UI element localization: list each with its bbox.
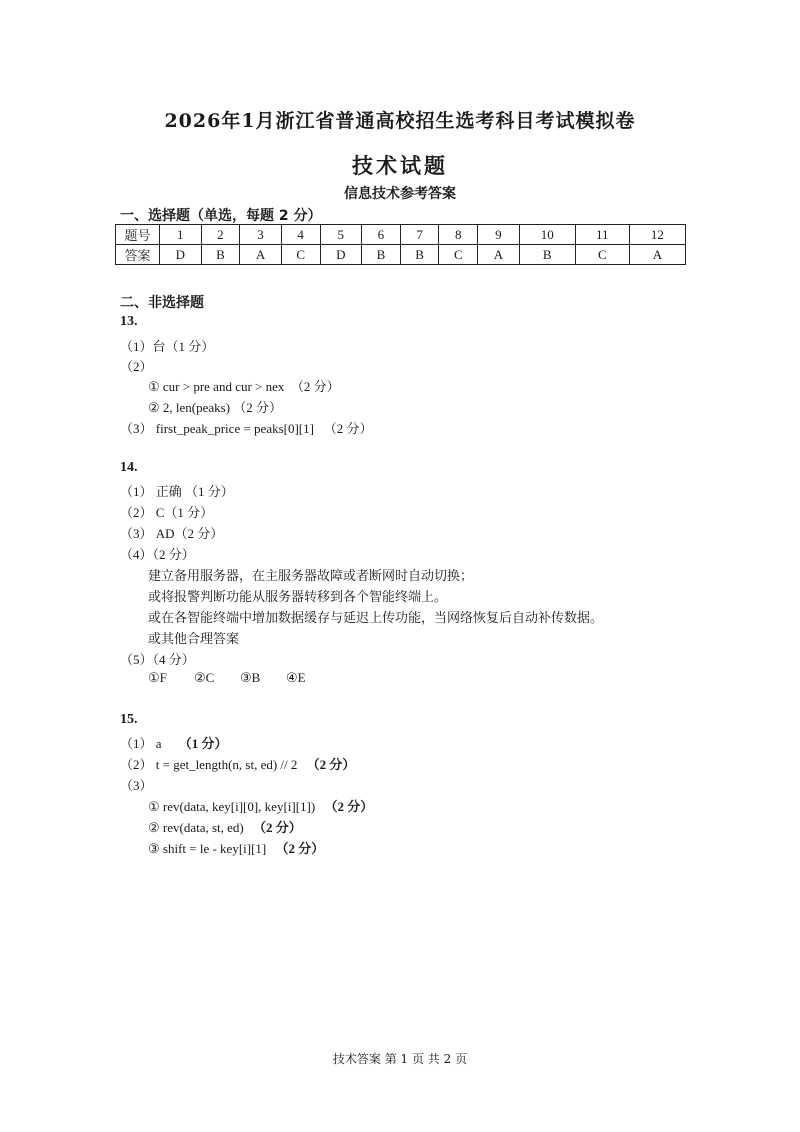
table-cell: A <box>478 245 520 265</box>
q15-line-1 <box>120 733 228 752</box>
answer-section-title: 信息技术参考答案 <box>344 186 456 202</box>
table-cell: B <box>400 245 439 265</box>
table-cell: 1 <box>160 225 202 245</box>
table-cell: B <box>519 245 575 265</box>
part1-heading: 一、选择题（单选，每题 2 分） <box>120 208 322 224</box>
q15-line-2-answer: （2） t = get_length(n, st, ed) // 2 <box>120 757 298 772</box>
q13-number: 13. <box>120 314 138 329</box>
table-cell: B <box>201 245 240 265</box>
q14-line-5: 建立备用服务器，在主服务器故障或者断网时自动切换； <box>148 568 474 583</box>
q14-line-4: （4）（2 分） <box>120 547 195 562</box>
q13-line-2: （2） <box>120 359 153 374</box>
q14-line-1: （1） 正确 （1 分） <box>120 484 234 499</box>
table-cell: C <box>281 245 320 265</box>
q14-option-1: ①F <box>148 670 167 685</box>
q15-line-2-score: （2 分） <box>306 757 356 772</box>
q13-line-3: ① cur > pre and cur > nex （2 分） <box>148 379 340 394</box>
q15-line-1-score: （1 分） <box>178 736 228 751</box>
q15-line-6 <box>148 838 324 857</box>
row-label-numbers: 题号 <box>116 225 160 245</box>
q15-line-3: （3） <box>120 778 153 793</box>
q14-line-6: 或将报警判断功能从服务器转移到各个智能终端上。 <box>148 589 448 604</box>
q15-line-5 <box>148 817 302 836</box>
table-cell: 9 <box>478 225 520 245</box>
q14-number: 14. <box>120 460 138 475</box>
q13-line-1: （1）台（1 分） <box>120 339 215 354</box>
q15-line-6-score: （2 分） <box>275 841 325 856</box>
page-footer: 技术答案 第 1 页 共 2 页 <box>332 1052 468 1066</box>
part2-heading: 二、非选择题 <box>120 295 204 311</box>
q15-number: 15. <box>120 712 138 727</box>
exam-subtitle: 技术试题 <box>352 153 448 178</box>
table-cell: C <box>575 245 629 265</box>
exam-title: 2026年1月浙江省普通高校招生选考科目考试模拟卷 <box>164 110 636 132</box>
table-row-numbers <box>116 225 686 245</box>
q14-option-2: ②C <box>194 670 215 685</box>
q14-option-3: ③B <box>240 670 261 685</box>
q13-line-5: （3） first_peak_price = peaks[0][1] （2 分） <box>120 421 373 436</box>
q15-line-4-score: （2 分） <box>324 799 374 814</box>
table-cell: 3 <box>240 225 282 245</box>
table-cell: 2 <box>201 225 240 245</box>
row-label-answers: 答案 <box>116 245 160 265</box>
table-cell: D <box>320 245 362 265</box>
table-cell: 6 <box>362 225 401 245</box>
q14-line-8: 或其他合理答案 <box>148 631 240 646</box>
table-cell: 4 <box>281 225 320 245</box>
q15-line-5-answer: ② rev(data, st, ed) <box>148 820 244 835</box>
table-cell: B <box>362 245 401 265</box>
table-cell: A <box>629 245 685 265</box>
table-cell: 5 <box>320 225 362 245</box>
table-cell: 12 <box>629 225 685 245</box>
q15-line-4-answer: ① rev(data, key[i][0], key[i][1]) <box>148 799 316 814</box>
table-row-answers <box>116 245 686 265</box>
q13-line-4: ② 2, len(peaks) （2 分） <box>148 400 283 415</box>
q14-line-7: 或在各智能终端中增加数据缓存与延迟上传功能，当网络恢复后自动补传数据。 <box>148 610 604 625</box>
q14-option-4: ④E <box>286 670 306 685</box>
table-cell: 10 <box>519 225 575 245</box>
q15-line-6-answer: ③ shift = le - key[i][1] <box>148 841 267 856</box>
table-cell: 8 <box>439 225 478 245</box>
q15-line-2 <box>120 754 355 773</box>
table-cell: A <box>240 245 282 265</box>
q14-line-9: （5）（4 分） <box>120 652 195 667</box>
q15-line-5-score: （2 分） <box>253 820 302 835</box>
answer-table <box>115 224 686 265</box>
q15-line-1-answer: （1） a <box>120 736 162 751</box>
table-cell: C <box>439 245 478 265</box>
q15-line-4 <box>148 796 373 815</box>
table-cell: 11 <box>575 225 629 245</box>
table-cell: D <box>160 245 202 265</box>
q14-line-2: （2） C（1 分） <box>120 505 214 520</box>
table-cell: 7 <box>400 225 439 245</box>
q14-line-3: （3） AD（2 分） <box>120 526 224 541</box>
q14-options <box>148 670 332 686</box>
